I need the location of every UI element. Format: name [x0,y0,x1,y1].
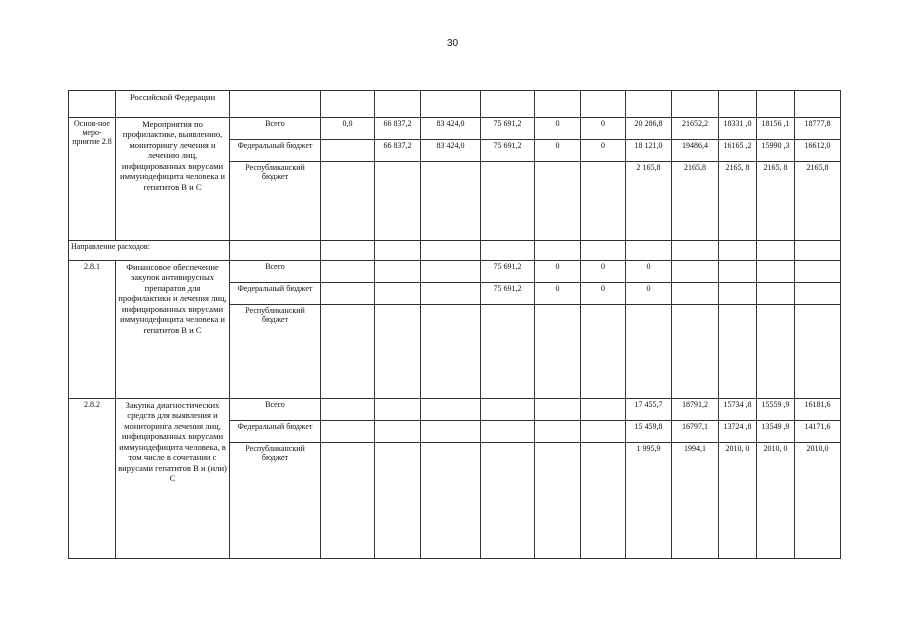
empty-cell [626,241,672,261]
amount-cell [581,421,626,443]
amount-cell: 0 [626,283,672,305]
amount-cell [321,421,375,443]
amount-cell [421,162,481,241]
measure-name: Российской Федерации [116,91,230,118]
amount-cell: 75 691,2 [481,283,535,305]
amount-cell: 21652,2 [672,118,719,140]
amount-cell [481,399,535,421]
amount-cell: 0,0 [321,118,375,140]
funding-source: Республиканский бюджет [230,305,321,399]
empty-cell [481,241,535,261]
page-number: 30 [446,38,459,49]
amount-cell [421,443,481,559]
funding-source: Федеральный бюджет [230,140,321,162]
empty-cell [230,91,321,118]
amount-cell: 16181,6 [795,399,841,421]
empty-cell [230,241,321,261]
amount-cell [581,162,626,241]
funding-source: Всего [230,118,321,140]
measure-code: 2.8.2 [69,399,116,559]
amount-cell [321,305,375,399]
amount-cell: 0 [581,118,626,140]
amount-cell: 0 [626,261,672,283]
amount-cell [535,162,581,241]
amount-cell [375,305,421,399]
measure-name: Финансовое обеспечение закупок антивирусных препаратов для профилактики и лечения лиц, инфицированных вирусами иммунодефицита человека и гепатитов B и C [116,261,230,399]
amount-cell: 75 691,2 [481,118,535,140]
amount-cell: 15990 ,3 [757,140,795,162]
amount-cell [535,443,581,559]
amount-cell [321,162,375,241]
empty-cell [535,91,581,118]
amount-cell: 0 [535,261,581,283]
amount-cell [421,421,481,443]
empty-cell [795,91,841,118]
amount-cell: 16165 ,2 [719,140,757,162]
amount-cell [581,305,626,399]
amount-cell [535,399,581,421]
measure-code: Основ-ное меро-приятие 2.8 [69,118,116,241]
empty-cell [581,241,626,261]
amount-cell: 16797,1 [672,421,719,443]
amount-cell [375,399,421,421]
amount-cell: 1994,1 [672,443,719,559]
amount-cell: 2010,0 [795,443,841,559]
amount-cell: 66 837,2 [375,140,421,162]
empty-cell [481,91,535,118]
amount-cell [421,305,481,399]
amount-cell [672,261,719,283]
amount-cell: 66 837,2 [375,118,421,140]
amount-cell [672,283,719,305]
empty-cell [421,241,481,261]
amount-cell [481,162,535,241]
empty-cell [626,91,672,118]
amount-cell: 2165,8 [795,162,841,241]
amount-cell: 16612,0 [795,140,841,162]
amount-cell [757,283,795,305]
amount-cell: 2165, 8 [719,162,757,241]
amount-cell: 2165, 8 [757,162,795,241]
amount-cell [481,421,535,443]
amount-cell [757,305,795,399]
amount-cell: 20 286,8 [626,118,672,140]
amount-cell: 0 [581,140,626,162]
amount-cell: 0 [535,283,581,305]
amount-cell [481,443,535,559]
funding-source: Федеральный бюджет [230,283,321,305]
amount-cell: 2165,8 [672,162,719,241]
table-row [69,399,841,421]
amount-cell: 0 [581,283,626,305]
amount-cell: 18331 ,0 [719,118,757,140]
direction-label: Направление расходов: [69,241,230,261]
amount-cell: 18791,2 [672,399,719,421]
amount-cell [535,421,581,443]
empty-cell [672,91,719,118]
amount-cell [581,399,626,421]
funding-source: Федеральный бюджет [230,421,321,443]
measure-name: Закупка диагностических средств для выявления и мониторинга лечения лиц, инфицированных вирусами иммунодефицита человека, в том числе в сочетании с вирусами гепатитов B и (или) C [116,399,230,559]
amount-cell: 2010, 0 [757,443,795,559]
empty-cell [757,91,795,118]
amount-cell: 13549 ,9 [757,421,795,443]
amount-cell [626,305,672,399]
empty-cell [321,241,375,261]
amount-cell: 18777,8 [795,118,841,140]
amount-cell: 18156 ,1 [757,118,795,140]
amount-cell: 18 121,0 [626,140,672,162]
amount-cell [375,443,421,559]
amount-cell [795,283,841,305]
amount-cell [795,305,841,399]
measure-code: 2.8.1 [69,261,116,399]
empty-cell [375,241,421,261]
amount-cell [757,261,795,283]
amount-cell: 83 424,0 [421,118,481,140]
amount-cell: 75 691,2 [481,140,535,162]
carryover-row [69,91,841,118]
amount-cell: 0 [535,140,581,162]
measure-name: Мероприятия по профилактике, выявлению, мониторингу лечения и лечению лиц, инфицированных вирусами иммунодефицита человека и гепатитов B и C [116,118,230,241]
amount-cell: 15 459,8 [626,421,672,443]
amount-cell [321,283,375,305]
amount-cell [375,421,421,443]
amount-cell: 2 165,8 [626,162,672,241]
direction-row [69,241,841,261]
empty-cell [719,241,757,261]
code-cell [69,91,116,118]
empty-cell [757,241,795,261]
funding-source: Республиканский бюджет [230,162,321,241]
amount-cell: 17 455,7 [626,399,672,421]
empty-cell [795,241,841,261]
amount-cell: 1 995,9 [626,443,672,559]
amount-cell [321,443,375,559]
table-row [69,261,841,283]
amount-cell [321,261,375,283]
amount-cell [535,305,581,399]
amount-cell [375,162,421,241]
amount-cell: 0 [581,261,626,283]
empty-cell [321,91,375,118]
amount-cell [421,261,481,283]
amount-cell: 13724 ,8 [719,421,757,443]
amount-cell: 19486,4 [672,140,719,162]
empty-cell [421,91,481,118]
amount-cell [375,261,421,283]
amount-cell [321,399,375,421]
empty-cell [581,91,626,118]
amount-cell [719,261,757,283]
amount-cell [321,140,375,162]
amount-cell [581,443,626,559]
amount-cell [421,399,481,421]
amount-cell [795,261,841,283]
amount-cell: 15734 ,8 [719,399,757,421]
empty-cell [375,91,421,118]
empty-cell [535,241,581,261]
amount-cell: 75 691,2 [481,261,535,283]
amount-cell: 83 424,0 [421,140,481,162]
table-row [69,118,841,140]
amount-cell [719,305,757,399]
funding-source: Всего [230,261,321,283]
empty-cell [719,91,757,118]
amount-cell [481,305,535,399]
amount-cell: 2010, 0 [719,443,757,559]
amount-cell [375,283,421,305]
amount-cell: 0 [535,118,581,140]
funding-source: Республиканский бюджет [230,443,321,559]
amount-cell: 15559 ,9 [757,399,795,421]
budget-table [68,90,841,559]
amount-cell [421,283,481,305]
amount-cell: 14171,6 [795,421,841,443]
empty-cell [672,241,719,261]
amount-cell [672,305,719,399]
funding-source: Всего [230,399,321,421]
amount-cell [719,283,757,305]
